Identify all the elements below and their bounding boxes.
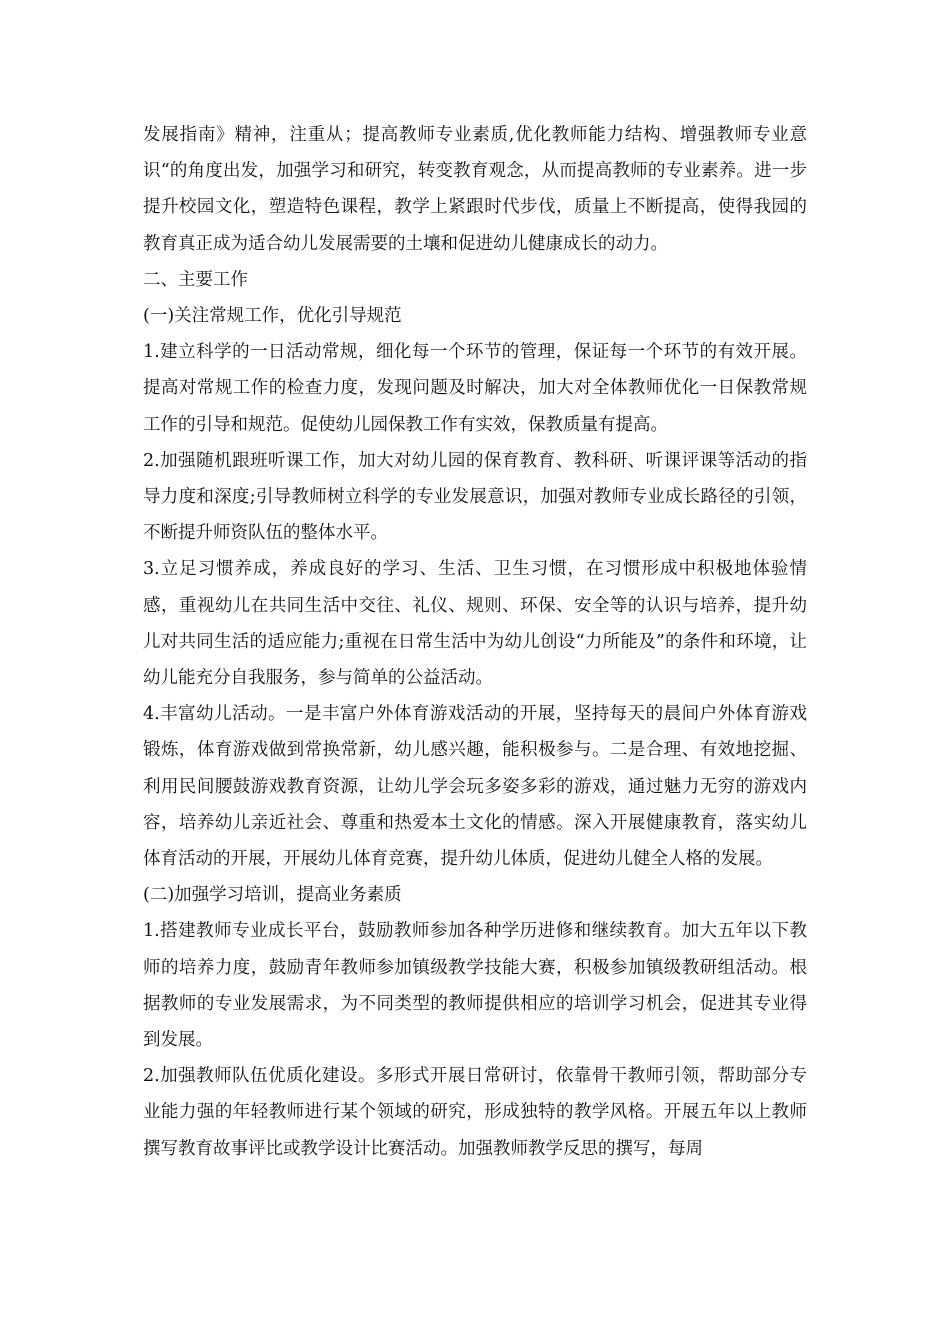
subsection-heading-training: (二)加强学习培训，提高业务素质 — [143, 885, 402, 906]
paragraph-item-4-child-activities: 4.丰富幼儿活动。一是丰富户外体育游戏活动的开展，坚持每天的晨间户外体育游戏锻炼，体育游戏做到常换常新，幼儿感兴趣，能积极参与。二是合理、有效地挖掘、利用民间腰鼓游戏教育资源，让幼儿学会玩多姿多彩的游戏，通过魅力无穷的游戏内容，培养幼儿亲近社会、尊重和热爱本土文化的情感。深入开展健康教育，落实幼儿体育活动的开展，开展幼儿体育竞赛，提升幼儿体质，促进幼儿健全人格的发展。 — [143, 704, 807, 870]
paragraph-intro-continuation: 发展指南》精神，注重从；提高教师专业素质,优化教师能力结构、增强教师专业意识“的角度出发，加强学习和研究，转变教育观念，从而提高教师的专业素养。进一步提升校园文化，塑造特色课程，教学上紧跟时代步伐，质量上不断提高，使得我园的教育真正成为适合幼儿发展需要的土壤和促进幼儿健康成长的动力。 — [143, 125, 807, 254]
paragraph-item-2-class-observation: 2.加强随机跟班听课工作，加大对幼儿园的保育教育、教科研、听课评课等活动的指导力度和深度;引导教师树立科学的专业发展意识，加强对教师专业成长路径的引领，不断提升师资队伍的整体水平。 — [143, 450, 807, 544]
paragraph-item-3-habit-formation: 3.立足习惯养成，养成良好的学习、生活、卫生习惯，在习惯形成中积极地体验情感，重视幼儿在共同生活中交往、礼仪、规则、环保、安全等的认识与培养，提升幼儿对共同生活的适应能力;重视在日常生活中为幼儿创设“力所能及”的条件和环境，让幼儿能充分自我服务，参与简单的公益活动。 — [143, 559, 807, 689]
paragraph-training-item-2-team-building: 2.加强教师队伍优质化建设。多形式开展日常研讨，依靠骨干教师引领，帮助部分专业能力强的年轻教师进行某个领域的研究，形成独特的教学风格。开展五年以上教师撰写教育故事评比或教学设计比赛活动。加强教师教学反思的撰写，每周 — [143, 1066, 807, 1159]
paragraph-item-1-daily-routine: 1.建立科学的一日活动常规，细化每一个环节的管理，保证每一个环节的有效开展。提高对常规工作的检查力度，发现问题及时解决，加大对全体教师优化一日保教常规工作的引导和规范。促使幼儿园保教工作有实效，保教质量有提高。 — [143, 342, 807, 435]
section-heading-main-work: 二、主要工作 — [143, 269, 248, 290]
subsection-heading-routine-work: (一)关注常规工作，优化引导规范 — [143, 306, 402, 327]
document-body — [143, 117, 807, 1167]
paragraph-training-item-1-platform: 1.搭建教师专业成长平台，鼓励教师参加各种学历进修和继续教育。加大五年以下教师的培养力度，鼓励青年教师参加镇级教学技能大赛，积极参加镇级教研组活动。根据教师的专业发展需求，为不同类型的教师提供相应的培训学习机会，促进其专业得到发展。 — [143, 921, 807, 1051]
